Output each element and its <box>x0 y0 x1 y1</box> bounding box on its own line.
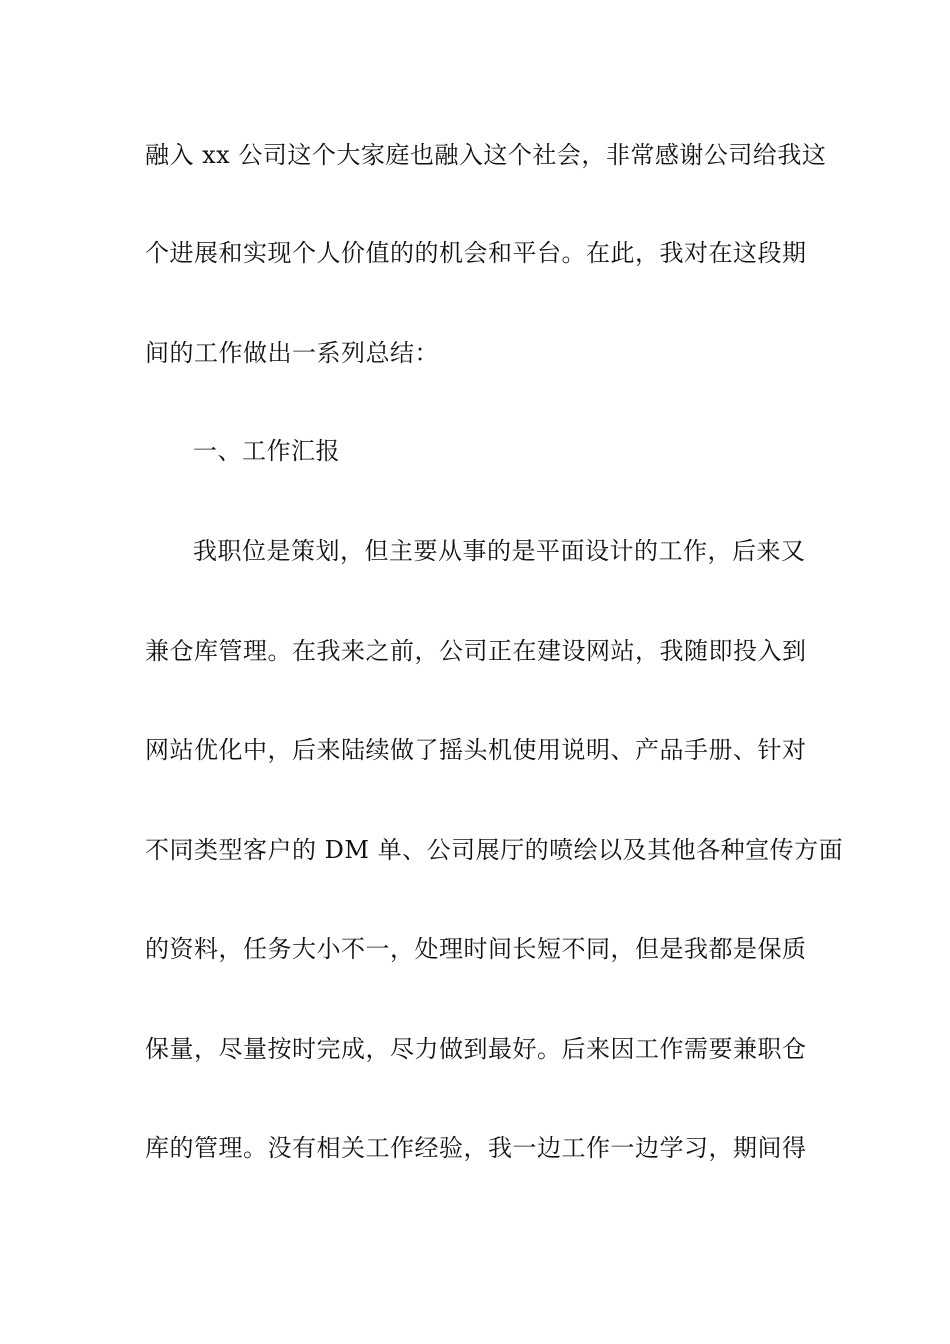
text-line-11: 库的管理。没有相关工作经验，我一边工作一边学习，期间得 <box>145 1134 807 1162</box>
text-line-9: 的资料，任务大小不一，处理时间长短不同，但是我都是保质 <box>145 935 807 963</box>
text-line-7: 网站优化中，后来陆续做了摇头机使用说明、产品手册、针对 <box>145 736 807 764</box>
section-heading: 一、工作汇报 <box>193 437 340 465</box>
text-line-2: 个进展和实现个人价值的的机会和平台。在此，我对在这段期 <box>145 239 807 267</box>
text-line-10: 保量，尽量按时完成，尽力做到最好。后来因工作需要兼职仓 <box>145 1035 807 1063</box>
text-line-3: 间的工作做出一系列总结： <box>145 339 439 367</box>
text-line-5: 我职位是策划，但主要从事的是平面设计的工作，后来又 <box>193 537 806 565</box>
text-line-8: 不同类型客户的 DM 单、公司展厅的喷绘以及其他各种宣传方面 <box>145 836 844 864</box>
text-line-6: 兼仓库管理。在我来之前，公司正在建设网站，我随即投入到 <box>145 637 807 665</box>
text-line-1: 融入 xx 公司这个大家庭也融入这个社会，非常感谢公司给我这 <box>145 141 827 169</box>
